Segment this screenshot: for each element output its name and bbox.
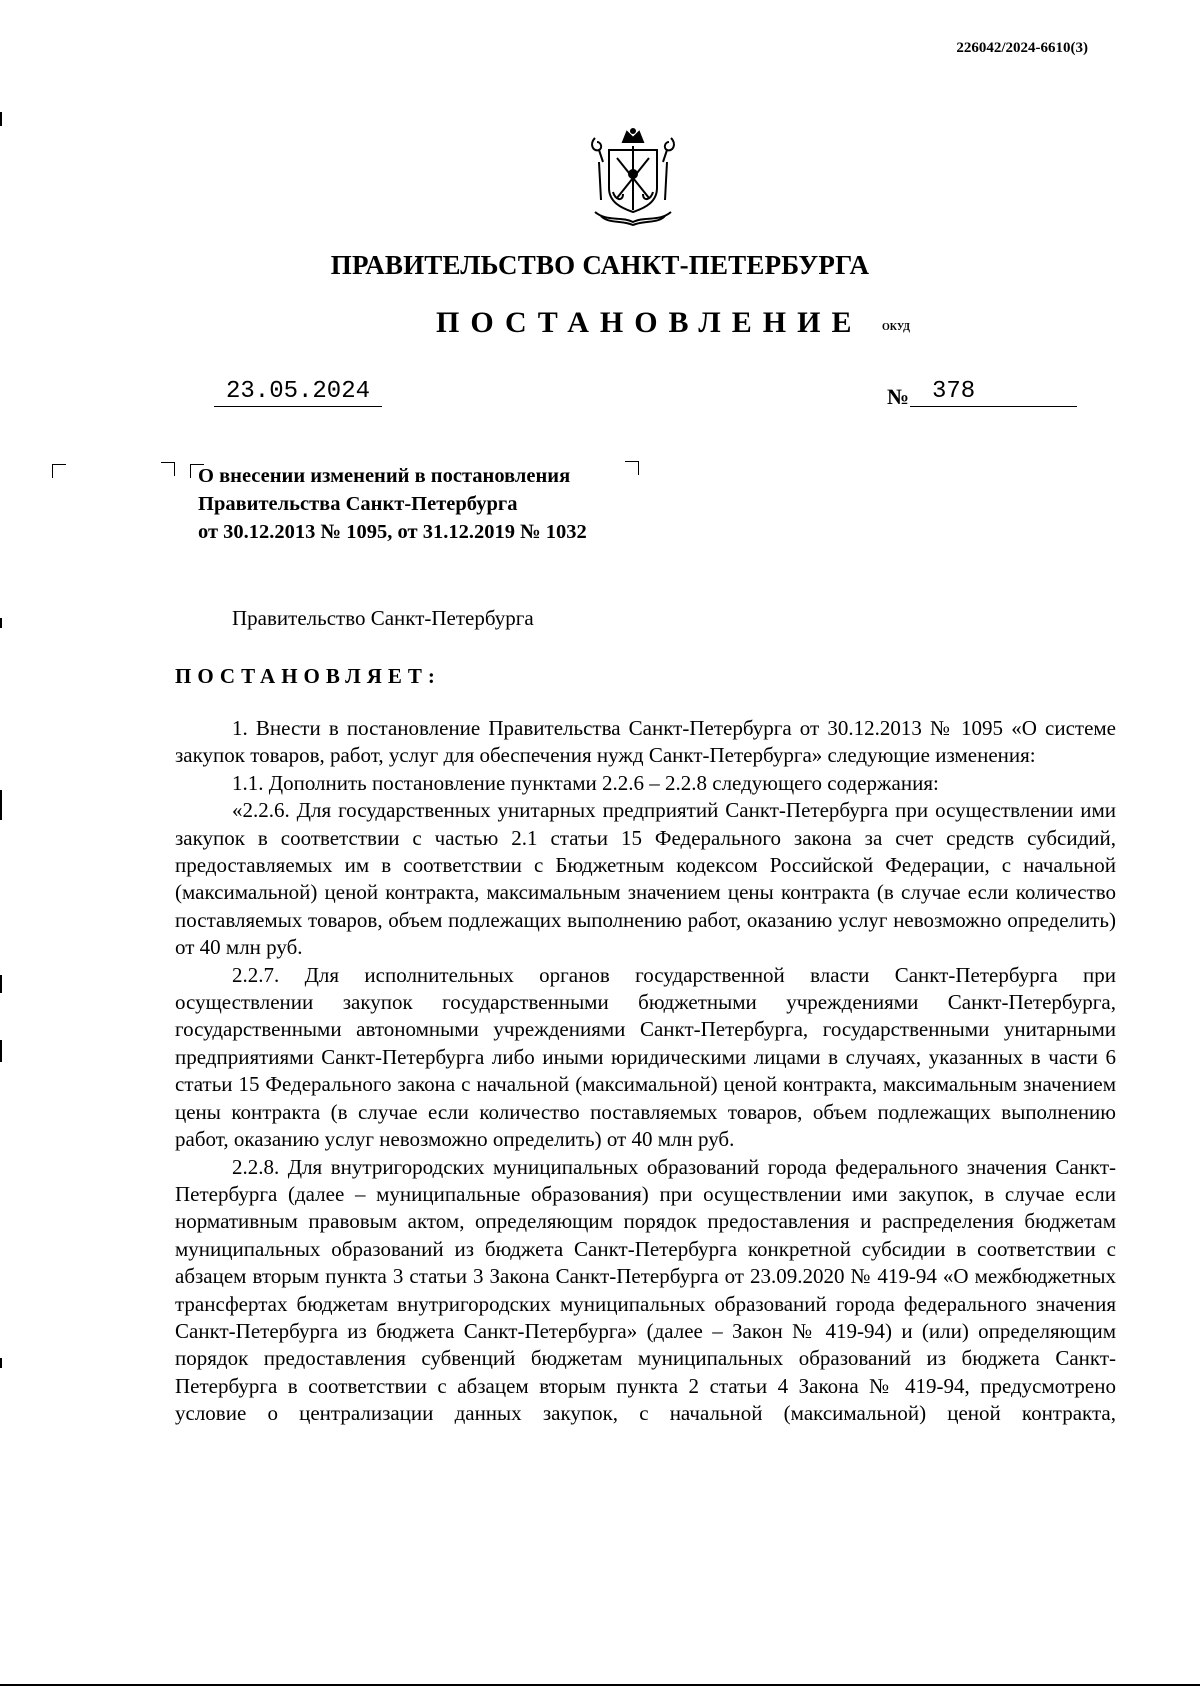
- page-bottom-edge: [0, 1684, 1200, 1686]
- margin-corner-mark: [52, 464, 66, 478]
- body-paragraph: 2.2.7. Для исполнительных органов государственной власти Санкт-Петербурга при осуществлении закупок государственными бюджетными учреждениями Санкт-Петербурга, государственными автономными учреждениями Санкт-Петербурга, государственными унитарными предприятиями Санкт-Петербурга либо иными юридическими лицами в случаях, указанных в части 6 статьи 15 Федерального закона с начальной (максимальной) ценой контракта, максимальным значением цены контракта (в случае если количество поставляемых товаров, объем подлежащих выполнению работ, оказанию услуг невозможно определить) от 40 млн руб.: [175, 962, 1116, 1152]
- registration-number: 226042/2024-6610(3): [956, 40, 1088, 56]
- preamble-actor: Правительство Санкт-Петербурга: [232, 606, 534, 630]
- number-sign: №: [887, 384, 910, 409]
- subject-line: О внесении изменений в постановления: [198, 465, 571, 487]
- body-paragraph: «2.2.6. Для государственных унитарных предприятий Санкт-Петербурга при осуществлении ими закупок в соответствии с частью 2.1 статьи 15 Федерального закона за счет средств субсидий, предоставляемых им в соответствии с Бюджетным кодексом Российской Федерации, с начальной (максимальной) ценой контракта, максимальным значением цены контракта (в случае если количество поставляемых товаров, объем подлежащих выполнению работ, оказанию услуг невозможно определить) от 40 млн руб.: [175, 798, 1116, 960]
- body-paragraph: 1. Внести в постановление Правительства Санкт-Петербурга от 30.12.2013 № 1095 «О системе закупок товаров, работ, услуг для обеспечения нужд Санкт-Петербурга» следующие изменения:: [175, 716, 1116, 768]
- decree-number: 378: [910, 378, 1077, 407]
- coat-of-arms-emblem: [587, 128, 679, 226]
- document-type-title: ПОСТАНОВЛЕНИЕ: [436, 306, 863, 339]
- body-paragraph: 1.1. Дополнить постановление пунктами 2.2.6 – 2.2.8 следующего содержания:: [232, 770, 939, 795]
- subject-heading: [198, 462, 587, 546]
- decree-date: 23.05.2024: [214, 378, 382, 407]
- subject-line: от 30.12.2013 № 1095, от 31.12.2019 № 1032: [198, 521, 587, 543]
- subject-corner-mark: [625, 461, 639, 475]
- decree-body: [175, 715, 1116, 1428]
- preamble-verb: ПОСТАНОВЛЯЕТ:: [175, 664, 441, 688]
- government-title: ПРАВИТЕЛЬСТВО САНКТ-ПЕТЕРБУРГА: [330, 250, 870, 280]
- subject-corner-mark: [161, 462, 175, 476]
- body-paragraph: 2.2.8. Для внутригородских муниципальных образований города федерального значения Санкт-Петербурга (далее – муниципальные образования) при осуществлении ими закупок, в случае если нормативным правовым актом, определяющим порядок предоставления и распределения бюджетам муниципальных образований из бюджета Санкт-Петербурга конкретной субсидии в соответствии с абзацем вторым пункта 3 статьи 3 Закона Санкт-Петербурга от 23.09.2020 № 419-94 «О межбюджетных трансфертах бюджетам внутригородских муниципальных образований города федерального значения Санкт-Петербурга из бюджета Санкт-Петербурга» (далее – Закон № 419-94) и (или) определяющим порядок предоставления субвенций бюджетам муниципальных образований из бюджета Санкт-Петербурга в соответствии с абзацем вторым пункта 2 статьи 4 Закона № 419-94, предусмотрено условие о централизации данных закупок, с начальной (максимальной) ценой контракта,: [175, 1154, 1116, 1426]
- okud-label: ОКУД: [882, 322, 911, 333]
- subject-line: Правительства Санкт-Петербурга: [198, 493, 518, 515]
